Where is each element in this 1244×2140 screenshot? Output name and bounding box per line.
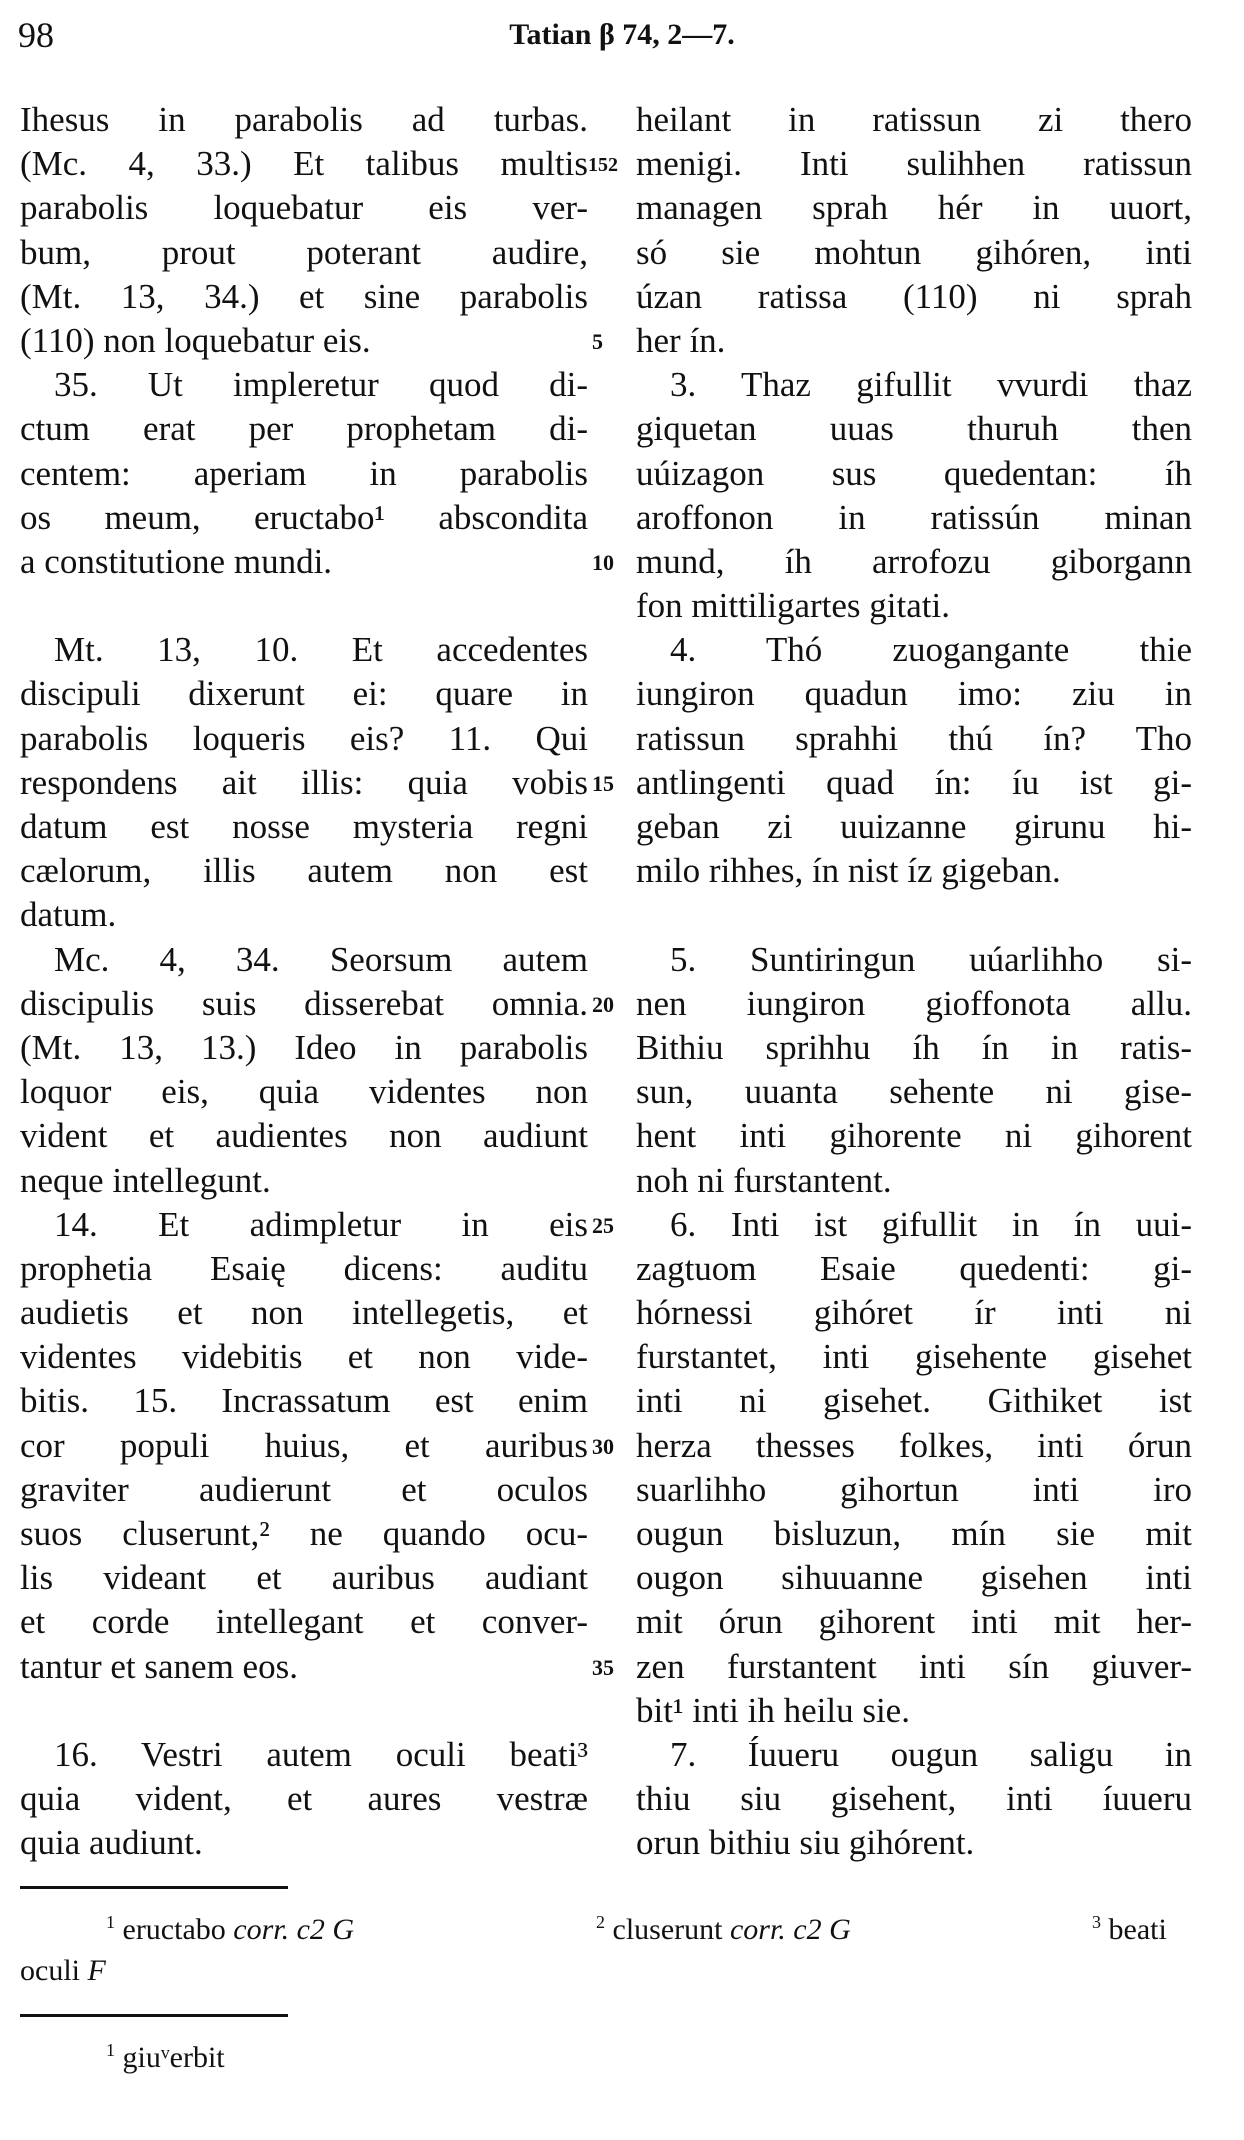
text-line: (Mt. 13, 34.) et sine parabolis [20,276,588,316]
text-line: audietis et non intellegetis, et [20,1293,588,1333]
text-line: Bithiu sprihhu íh ín in ratis- [636,1027,1192,1067]
text-line: heilant in ratissun zi thero [636,100,1192,139]
text-line: Ihesus in parabolis ad turbas. [20,100,588,139]
footnote-mark: 3 [1092,1912,1101,1932]
text-line: centem: aperiam in parabolis [20,453,588,493]
text-line: (Mc. 4, 33.) Et talibus multis [20,144,588,184]
text-line: cor populi huius, et auribus [20,1425,588,1465]
footnote-mark: 2 [596,1912,605,1932]
footnote-mark: 1 [106,1912,115,1932]
text-line: vident et audientes non audiunt [20,1116,588,1156]
text-line: datum est nosse mysteria regni [20,807,588,846]
text-line: zagtuom Esaie quedenti: gi- [636,1248,1192,1288]
blank-line [20,584,588,628]
text-line: zen furstantent inti sín giuver- [636,1646,1192,1686]
text-line: noh ni furstantent. [636,1160,892,1200]
footnote-divider [20,1886,288,1889]
text-line: lis videant et auribus audiant [20,1558,588,1598]
footnote-word: giuᵛerbit [122,2041,225,2074]
text-line: só sie mohtun gihóren, inti [636,232,1192,272]
footnote-word: oculi [20,1954,80,1987]
text-line: 7. Íuueru ougun saligu in [670,1734,1192,1774]
line-number-marker: 15 [592,771,614,796]
text-line: aroffonon in ratissún minan [636,497,1192,537]
footnote-latin-3 [1092,1912,1167,1947]
footnote-latin-2 [596,1912,851,1947]
text-line: prophetia Esaię dicens: auditu [20,1248,588,1288]
text-line: furstantet, inti gisehente gisehet [636,1337,1192,1377]
text-line: quia vident, et aures vestræ [20,1779,588,1819]
text-line: graviter audierunt et oculos [20,1469,588,1509]
text-line: iungiron quadun imo: ziu in [636,674,1192,714]
text-line: 3. Thaz gifullit vvurdi thaz [670,365,1192,405]
text-line: sun, uuanta sehente ni gise- [636,1072,1192,1112]
text-line: a constitutione mundi. [20,541,333,581]
text-line: 4. Thó zuogangante thie [670,630,1192,670]
footnote-mark: 1 [106,2040,115,2060]
line-number-marker: 152 [588,154,618,177]
text-line: Mt. 13, 10. Et accedentes [54,630,588,670]
text-line: discipulis suis disserebat omnia. [20,983,588,1023]
text-line: loquor eis, quia videntes non [20,1072,588,1112]
text-line: et corde intellegant et conver- [20,1602,588,1642]
text-line: hent inti gihorente ni gihorent [636,1116,1192,1156]
blank-line [636,893,1192,937]
text-line: suarlihho gihortun inti iro [636,1469,1192,1509]
footnote-latin-1 [106,1912,354,1947]
text-line: mund, íh arrofozu giborgann [636,541,1192,581]
text-line: ougun bisluzun, mín sie mit [636,1514,1192,1553]
text-line: cælorum, illis autem non est [20,851,588,891]
text-line: discipuli dixerunt ei: quare in [20,674,588,714]
line-number-marker: 25 [592,1213,614,1238]
text-line: ougon sihuuanne gisehen inti [636,1558,1192,1598]
text-line: videntes videbitis et non vide- [20,1337,588,1377]
line-number-marker: 10 [592,550,614,575]
line-number-marker: 35 [592,1655,614,1680]
text-line: suos cluserunt,² ne quando ocu- [20,1514,588,1553]
footnote-divider [20,2014,288,2017]
text-line: neque intellegunt. [20,1160,271,1200]
text-line: mit órun gihorent inti mit her- [636,1602,1192,1642]
text-line: nen iungiron gioffonota allu. [636,983,1192,1023]
text-line: datum. [20,895,117,935]
text-line: hórnessi gihóret ír inti ni [636,1293,1192,1333]
text-line: úzan ratissa (110) ni sprah [636,276,1192,316]
text-line: (Mt. 13, 13.) Ideo in parabolis [20,1027,588,1067]
text-line: Mc. 4, 34. Seorsum autem [54,939,588,979]
text-line: 16. Vestri autem oculi beati³ [54,1734,588,1774]
text-line: fon mittiligartes gitati. [636,586,950,626]
running-title: Tatian β 74, 2—7. [509,18,735,51]
footnote-ohg-1 [106,2040,225,2075]
text-line: 35. Ut impleretur quod di- [54,365,588,405]
line-number-marker: 5 [592,329,603,354]
old-high-german-column [636,98,1192,1866]
footnote-word: cluserunt [612,1913,723,1946]
text-line: parabolis loquebatur eis ver- [20,188,588,228]
footnote-latin-3-continued [20,1954,106,1988]
text-line: giquetan uuas thuruh then [636,409,1192,449]
footnote-word: eructabo [122,1913,226,1946]
text-line: uúizagon sus quedentan: íh [636,453,1192,493]
footnote-word: beati [1108,1913,1167,1946]
text-line: respondens ait illis: quia vobis [20,762,588,802]
footnote-note: corr. c2 G [233,1913,355,1946]
text-line: milo rihhes, ín nist íz gigeban. [636,851,1061,891]
text-line: 6. Inti ist gifullit in ín uui- [670,1204,1192,1244]
text-line: managen sprah hér in uuort, [636,188,1192,228]
text-line: parabolis loqueris eis? 11. Qui [20,718,588,758]
text-line: herza thesses folkes, inti órun [636,1425,1192,1465]
text-line: bit¹ inti ih heilu sie. [636,1690,910,1730]
text-line: quia audiunt. [20,1823,203,1863]
blank-line [20,1689,588,1733]
text-line: menigi. Inti sulihhen ratissun [636,144,1192,184]
text-line: antlingenti quad ín: íu ist gi- [636,762,1192,802]
text-line: (110) non loquebatur eis. [20,320,371,360]
text-line: geban zi uuizanne girunu hi- [636,807,1192,846]
text-line: 14. Et adimpletur in eis [54,1204,588,1244]
text-line: thiu siu gisehent, inti íuueru [636,1779,1192,1819]
page-number: 98 [18,15,54,55]
latin-column [20,98,588,1866]
text-line: her ín. [636,320,726,360]
line-number-marker: 20 [592,992,614,1017]
text-line: inti ni gisehet. Githiket ist [636,1381,1192,1421]
footnote-note: F [87,1954,106,1987]
text-line: os meum, eructabo¹ abscondita [20,497,588,537]
text-line: 5. Suntiringun uúarlihho si- [670,939,1192,979]
text-line: orun bithiu siu gihórent. [636,1823,975,1863]
text-line: ctum erat per prophetam di- [20,409,588,449]
text-line: bitis. 15. Incrassatum est enim [20,1381,588,1421]
text-line: ratissun sprahhi thú ín? Tho [636,718,1192,758]
text-line: tantur et sanem eos. [20,1646,298,1686]
line-number-marker: 30 [592,1434,614,1459]
footnote-note: corr. c2 G [729,1913,851,1946]
text-line: bum, prout poterant audire, [20,232,588,272]
